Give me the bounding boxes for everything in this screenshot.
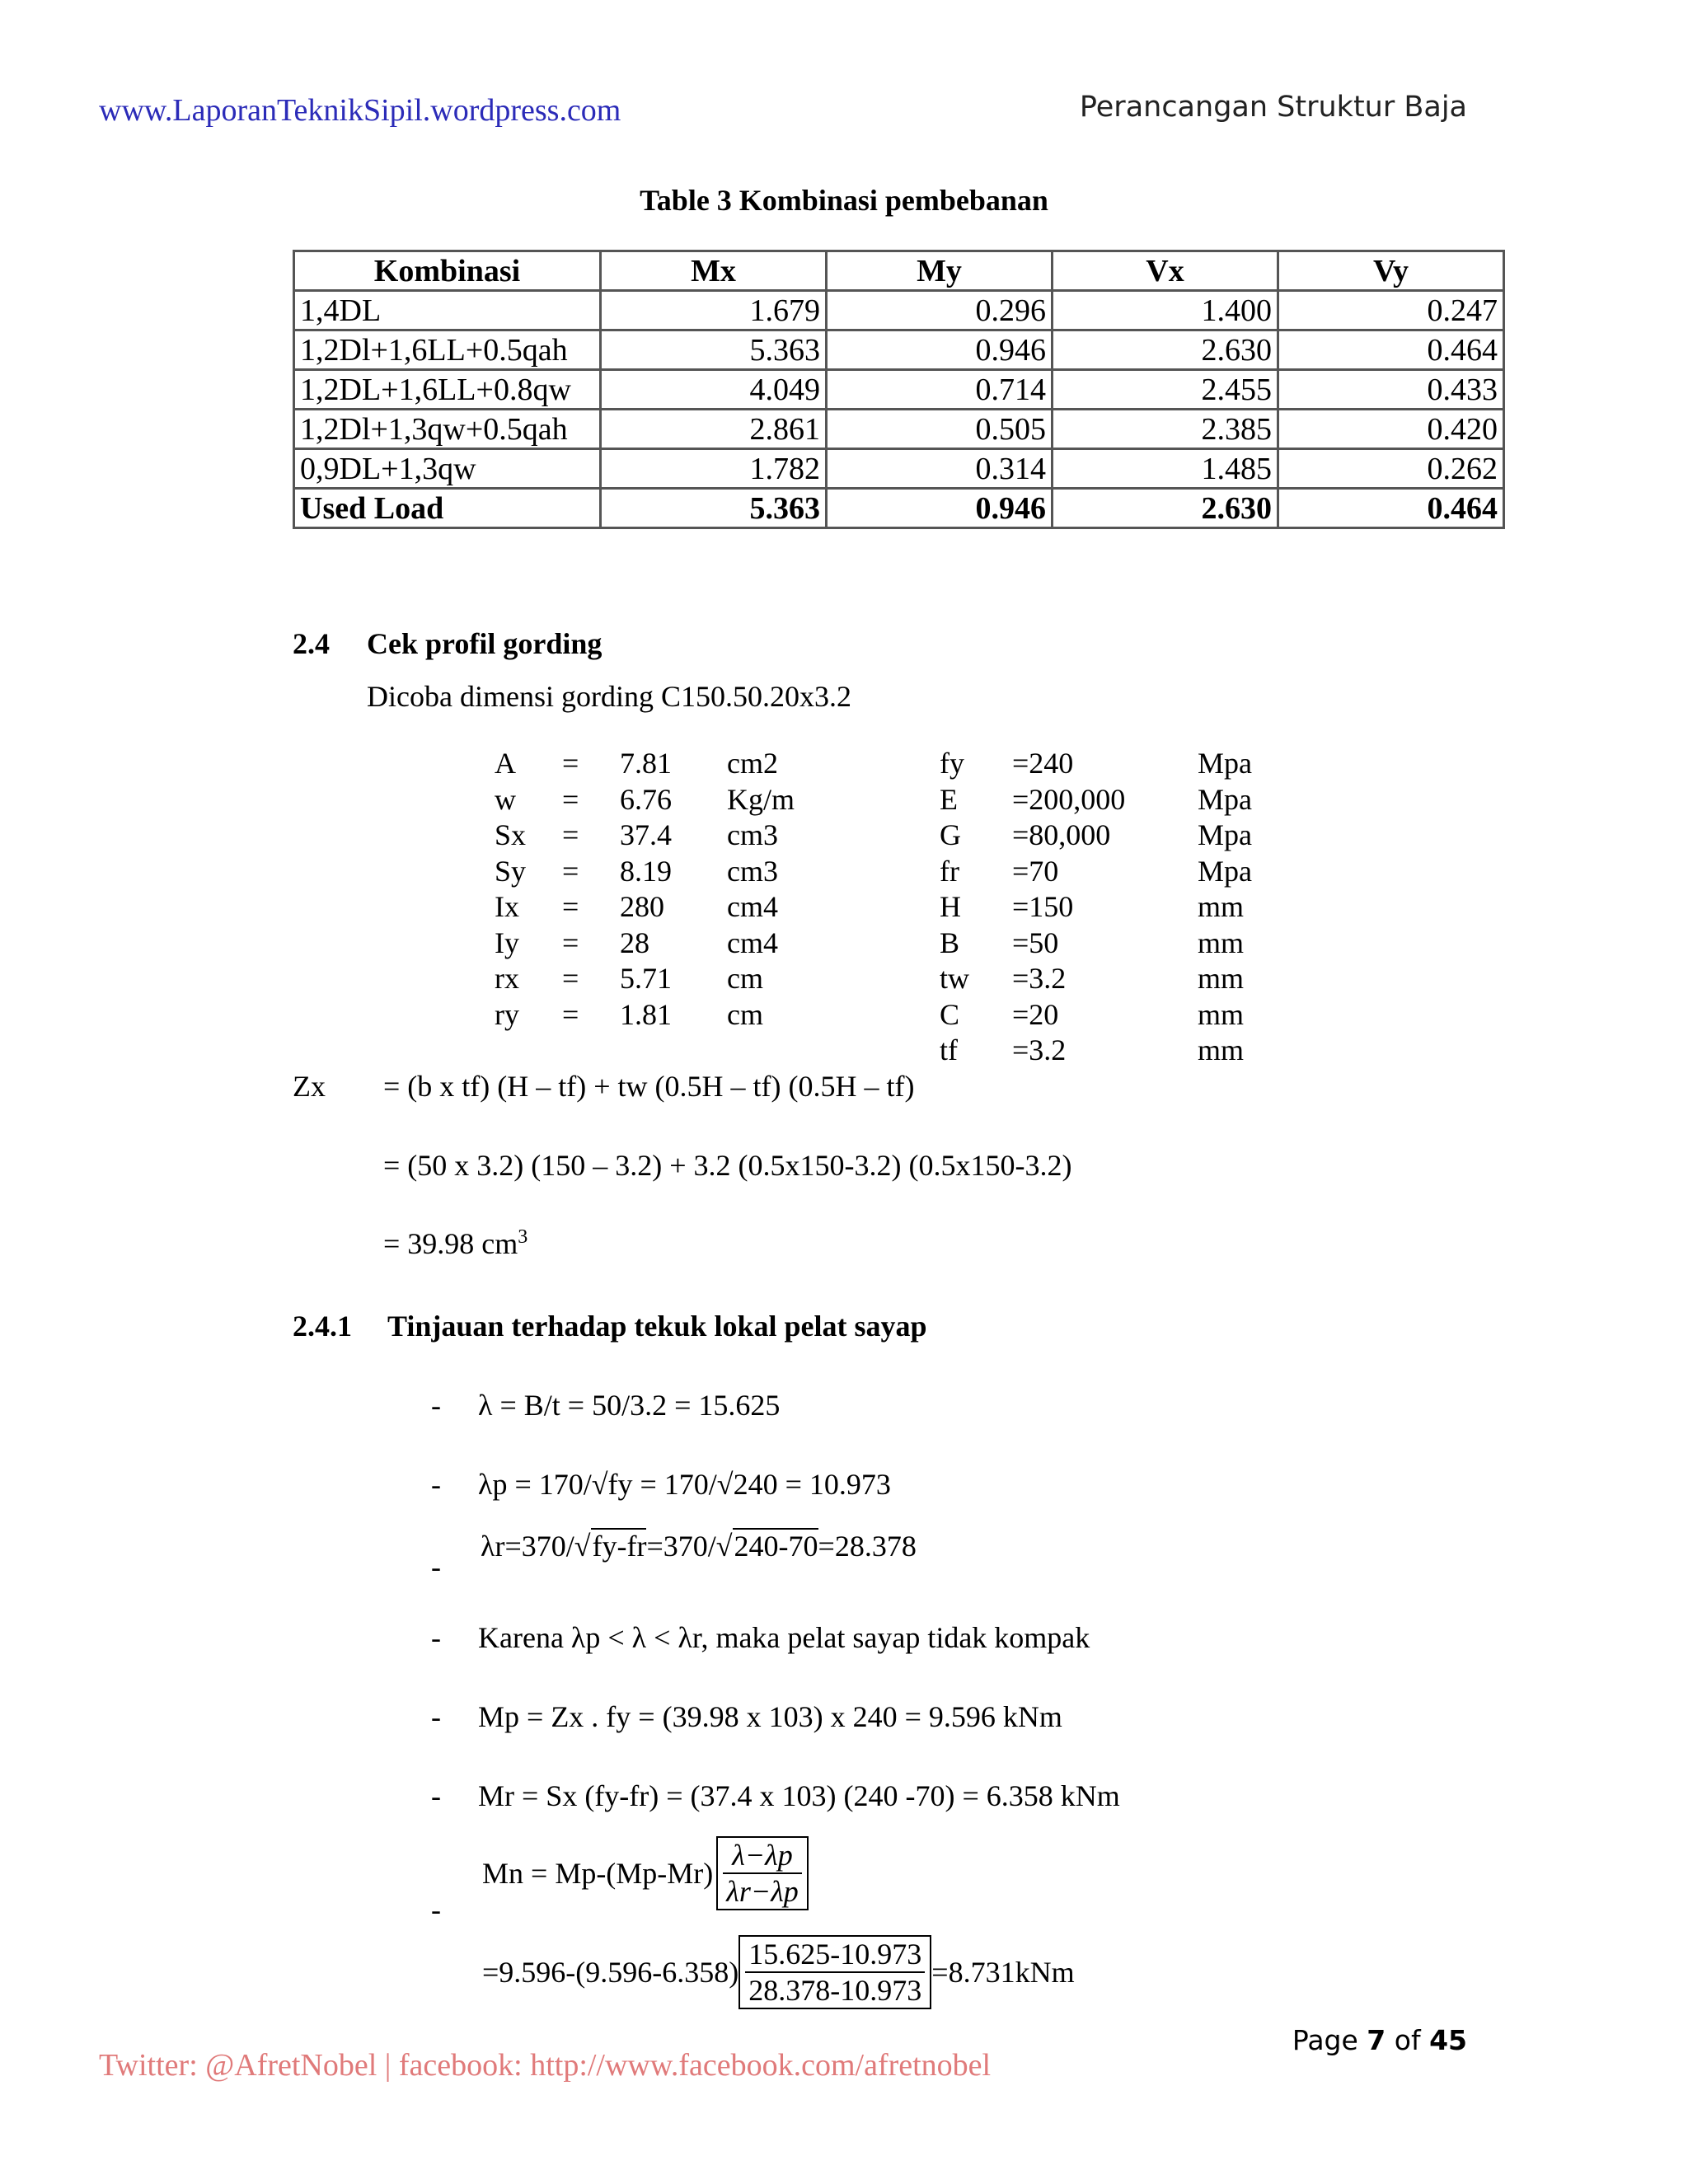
cell-value: 2.861 [601,410,827,449]
property-value: 5.71 [620,962,672,995]
cell-value: 1.679 [601,291,827,330]
table-row [294,449,1504,489]
header-url[interactable]: www.LaporanTeknikSipil.wordpress.com [99,93,621,128]
cell-value: 0.464 [1278,330,1504,370]
property-value: =50 [1012,926,1059,959]
cell-value: 0.296 [827,291,1053,330]
property-symbol: w [495,782,516,816]
bullet-dash: - [431,1389,441,1422]
property-unit: cm3 [727,854,778,888]
property-symbol: H [940,890,961,923]
bullet-dash: - [431,1550,441,1583]
col-header: Vy [1278,251,1504,291]
bullet-dash: - [431,1893,441,1926]
cell-value: 1.782 [601,449,827,489]
bullet-dash: - [431,1468,441,1501]
cell-value: 0.464 [1278,489,1504,528]
property-value: =200,000 [1012,782,1126,816]
cell-value: 0.946 [827,489,1053,528]
property-unit: mm [1198,997,1245,1031]
property-unit: cm [727,997,763,1031]
cell-kombinasi: 1,2DL+1,6LL+0.8qw [294,370,601,410]
property-equals: = [562,818,579,851]
property-unit: Mpa [1198,818,1252,851]
property-unit: Mpa [1198,747,1252,780]
cell-kombinasi: 0,9DL+1,3qw [294,449,601,489]
cell-value: 0.946 [827,330,1053,370]
property-value: =20 [1012,997,1059,1031]
property-equals: = [562,997,579,1031]
property-equals: = [562,890,579,923]
compact-check: Karena λp < λ < λr, maka pelat sayap tidak kompak [478,1621,1090,1654]
table-title: Table 3 Kombinasi pembebanan [640,184,1048,217]
cell-value: 5.363 [601,330,827,370]
bullet-dash: - [431,1700,441,1733]
col-header: Vx [1053,251,1278,291]
mp-line: Mp = Zx . fy = (39.98 x 103) x 240 = 9.596 kNm [478,1700,1062,1733]
col-header: Mx [601,251,827,291]
property-value: 6.76 [620,782,672,816]
table-row [294,370,1504,410]
footer-social-links[interactable]: Twitter: @AfretNobel | facebook: http://www.facebook.com/afretnobel [99,2048,992,2083]
page-number: Page 7 of 45 [1292,2024,1467,2056]
property-equals: = [562,926,579,959]
property-unit: cm [727,962,763,995]
mn-result: =9.596-(9.596-6.358) $\frac{15.625-10.973}{28.378-10.973}$ =8.731kNm [482,1935,1075,2009]
property-symbol: A [495,747,516,780]
property-equals: = [562,782,579,816]
cell-value: 2.385 [1053,410,1278,449]
property-value: 7.81 [620,747,672,780]
zx-result: = 39.98 $cm^3$ [383,1226,528,1260]
zx-label: Zx [293,1070,326,1103]
cell-kombinasi: 1,2Dl+1,3qw+0.5qah [294,410,601,449]
property-value: =80,000 [1012,818,1111,851]
zx-formula: = (b x tf) (H – tf) + tw (0.5H – tf) (0.5H – tf) [383,1070,915,1103]
lambda-line: λ = B/t = 50/3.2 = 15.625 [478,1389,781,1422]
property-unit: cm4 [727,890,778,923]
property-value: 28 [620,926,649,959]
property-symbol: fy [940,747,964,780]
property-unit: mm [1198,962,1245,995]
cell-value: 0.420 [1278,410,1504,449]
property-symbol: B [940,926,960,959]
property-symbol: Iy [495,926,519,959]
property-symbol: fr [940,854,959,888]
col-header: My [827,251,1053,291]
property-symbol: Ix [495,890,519,923]
property-value: =3.2 [1012,1033,1067,1066]
subsection-number: 2.4.1 [293,1310,352,1343]
cell-value: 2.630 [1053,330,1278,370]
subsection-title: Tinjauan terhadap tekuk lokal pelat sayap [387,1310,927,1343]
table-row [294,291,1504,330]
property-value: 37.4 [620,818,672,851]
property-value: =3.2 [1012,962,1067,995]
property-symbol: tw [940,962,969,995]
bullet-dash: - [431,1779,441,1812]
cell-kombinasi: 1,4DL [294,291,601,330]
property-symbol: G [940,818,961,851]
cell-value: 4.049 [601,370,827,410]
cell-value: 1.400 [1053,291,1278,330]
bullet-dash: - [431,1621,441,1654]
cell-value: 0.505 [827,410,1053,449]
cell-value: 0.714 [827,370,1053,410]
zx-substitution: = (50 x 3.2) (150 – 3.2) + 3.2 (0.5x150-3.2) (0.5x150-3.2) [383,1149,1072,1182]
property-equals: = [562,962,579,995]
property-symbol: rx [495,962,519,995]
table-row [294,410,1504,449]
table-row [294,489,1504,528]
property-symbol: Sx [495,818,527,851]
kombinasi-table [293,250,1505,529]
property-symbol: tf [940,1033,958,1066]
property-unit: mm [1198,1033,1245,1066]
property-symbol: E [940,782,958,816]
property-unit: cm3 [727,818,778,851]
property-value: =240 [1012,747,1074,780]
mn-formula: Mn = Mp-(Mp-Mr) $\frac{\lambda-\lambda p}{\lambda r-\lambda p}$ [482,1836,809,1910]
table-row [294,330,1504,370]
property-value: =70 [1012,854,1059,888]
cell-value: 0.262 [1278,449,1504,489]
property-equals: = [562,854,579,888]
property-value: =150 [1012,890,1074,923]
cell-kombinasi: Used Load [294,489,601,528]
cell-value: 0.314 [827,449,1053,489]
cell-value: 1.485 [1053,449,1278,489]
cell-value: 2.630 [1053,489,1278,528]
lambda-r-line: λr=370/√fy-fr=370/√240-70=28.378 [481,1530,917,1563]
header-title: Perancangan Struktur Baja [1079,91,1467,124]
property-equals: = [562,747,579,780]
section-number: 2.4 [293,627,330,660]
property-unit: Mpa [1198,782,1252,816]
property-value: 8.19 [620,854,672,888]
mr-line: Mr = Sx (fy-fr) = (37.4 x 103) (240 -70) = 6.358 kNm [478,1779,1120,1812]
property-unit: cm2 [727,747,778,780]
cell-value: 0.433 [1278,370,1504,410]
property-unit: Kg/m [727,782,795,816]
property-unit: mm [1198,890,1245,923]
section-title: Cek profil gording [367,627,603,660]
section-intro: Dicoba dimensi gording C150.50.20x3.2 [367,680,851,713]
property-value: 280 [620,890,664,923]
cell-value: 0.247 [1278,291,1504,330]
table-header-row [294,251,1504,291]
col-header: Kombinasi [294,251,601,291]
property-symbol: C [940,997,960,1031]
cell-kombinasi: 1,2Dl+1,6LL+0.5qah [294,330,601,370]
lambda-p-line: λp = 170/√fy = 170/√240 = 10.973 [478,1468,891,1501]
cell-value: 5.363 [601,489,827,528]
cell-value: 2.455 [1053,370,1278,410]
property-symbol: Sy [495,854,527,888]
property-unit: Mpa [1198,854,1252,888]
property-value: 1.81 [620,997,672,1031]
property-unit: cm4 [727,926,778,959]
property-unit: mm [1198,926,1245,959]
property-symbol: ry [495,997,519,1031]
